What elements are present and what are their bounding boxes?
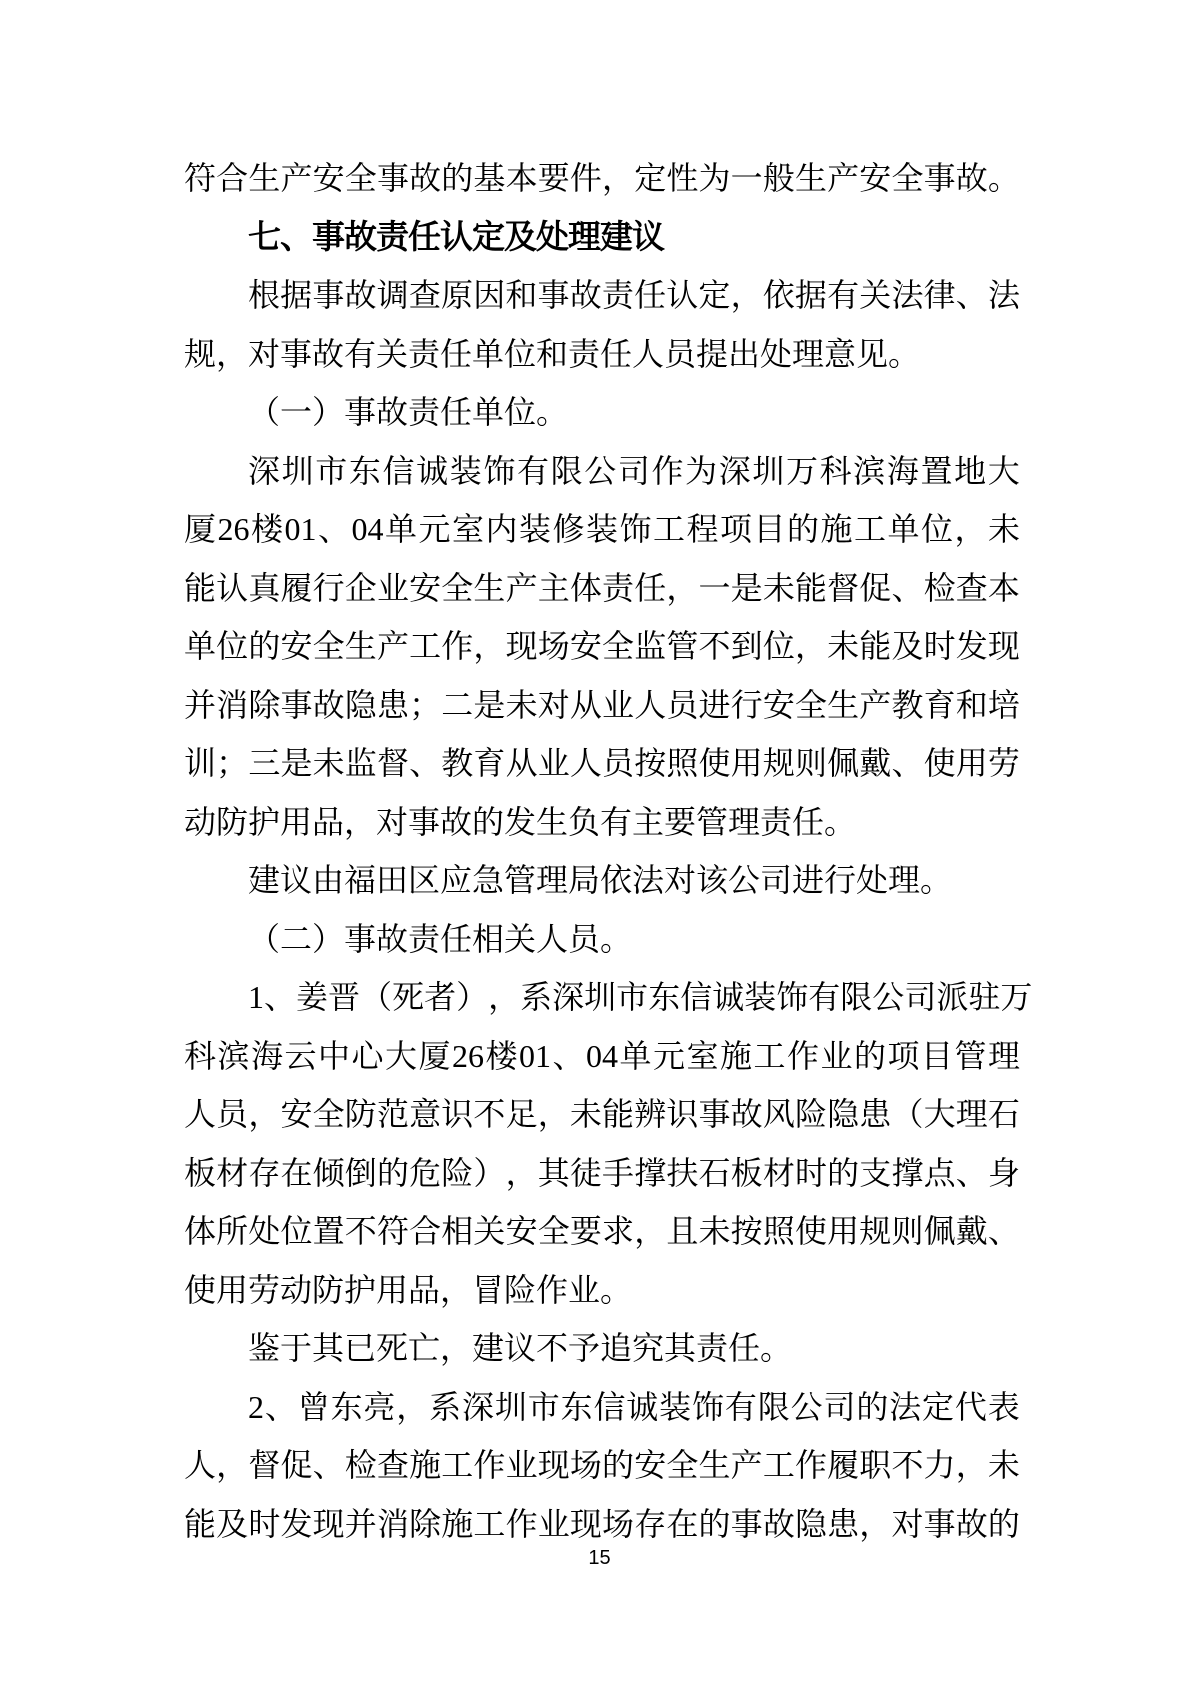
text-line: 建议由福田区应急管理局依法对该公司进行处理。 bbox=[248, 862, 953, 898]
text-line: 符 合 生 产 安 全 事 故 的 基 本 要 件 ， 定 性 为 一 般 生 产 安 全 事 故 。 bbox=[184, 160, 1020, 196]
section-heading: 七、事故责任认定及处理建议 bbox=[248, 217, 664, 255]
text-line: 根 据 事 故 调 查 原 因 和 事 故 责 任 认 定 ， 依 据 有 关 法 律 、 法 bbox=[248, 277, 1020, 313]
text-line: （二）事故责任相关人员。 bbox=[248, 920, 633, 957]
page-number: 15 bbox=[588, 1547, 611, 1569]
text-line: 体 所 处 位 置 不 符 合 相 关 安 全 要 求 ， 且 未 按 照 使 用 规 则 佩 戴 、 bbox=[184, 1213, 1020, 1249]
text-line: 使用劳动防护用品，冒险作业。 bbox=[184, 1271, 633, 1308]
text-line: 科 滨 海 云 中 心 大 厦 26 楼 01 、 04 单 元 室 施 工 作 业 的 项 目 管 理 bbox=[184, 1037, 1020, 1074]
text-line: 单 位 的 安 全 生 产 工 作 ， 现 场 安 全 监 管 不 到 位 ， 未 能 及 时 发 现 bbox=[184, 628, 1020, 664]
text-line: 板 材 存 在 倾 倒 的 危 险 ） ， 其 徒 手 撑 扶 石 板 材 时 的 支 撑 点 、 身 bbox=[184, 1154, 1020, 1191]
text-line: 人 员 ， 安 全 防 范 意 识 不 足 ， 未 能 辨 识 事 故 风 险 隐 患 （ 大 理 石 bbox=[184, 1096, 1020, 1132]
text-line: 人 ， 督 促 、 检 查 施 工 作 业 现 场 的 安 全 生 产 工 作 履 职 不 力 ， 未 bbox=[184, 1447, 1020, 1483]
text-line: 鉴于其已死亡，建议不予追究其责任。 bbox=[248, 1330, 793, 1366]
text-line: 2 、 曾 东 亮 ， 系 深 圳 市 东 信 诚 装 饰 有 限 公 司 的 法 定 代 表 bbox=[248, 1388, 1020, 1425]
text-line: 能 及 时 发 现 并 消 除 施 工 作 业 现 场 存 在 的 事 故 隐 患 ， 对 事 故 的 bbox=[184, 1505, 1020, 1542]
document-content bbox=[184, 149, 1033, 1553]
text-line: 深 圳 市 东 信 诚 装 饰 有 限 公 司 作 为 深 圳 万 科 滨 海 置 地 大 bbox=[248, 452, 1020, 489]
text-line: 1 、 姜 晋 （ 死 者 ） ， 系 深 圳 市 东 信 诚 装 饰 有 限 公 司 派 驻 万 bbox=[248, 979, 1033, 1015]
text-line: 动防护用品，对事故的发生负有主要管理责任。 bbox=[184, 803, 857, 840]
text-line: 厦 26 楼 01 、 04 单 元 室 内 装 修 装 饰 工 程 项 目 的 施 工 单 位 ， 未 bbox=[184, 511, 1020, 547]
text-line: （一）事故责任单位。 bbox=[248, 394, 569, 430]
text-line: 规，对事故有关责任单位和责任人员提出处理意见。 bbox=[184, 335, 921, 372]
text-line: 能 认 真 履 行 企 业 安 全 生 产 主 体 责 任 ， 一 是 未 能 督 促 、 检 查 本 bbox=[184, 569, 1020, 606]
text-line: 并 消 除 事 故 隐 患 ； 二 是 未 对 从 业 人 员 进 行 安 全 生 产 教 育 和 培 bbox=[184, 686, 1020, 723]
text-line: 训 ； 三 是 未 监 督 、 教 育 从 业 人 员 按 照 使 用 规 则 佩 戴 、 使 用 劳 bbox=[184, 745, 1020, 781]
